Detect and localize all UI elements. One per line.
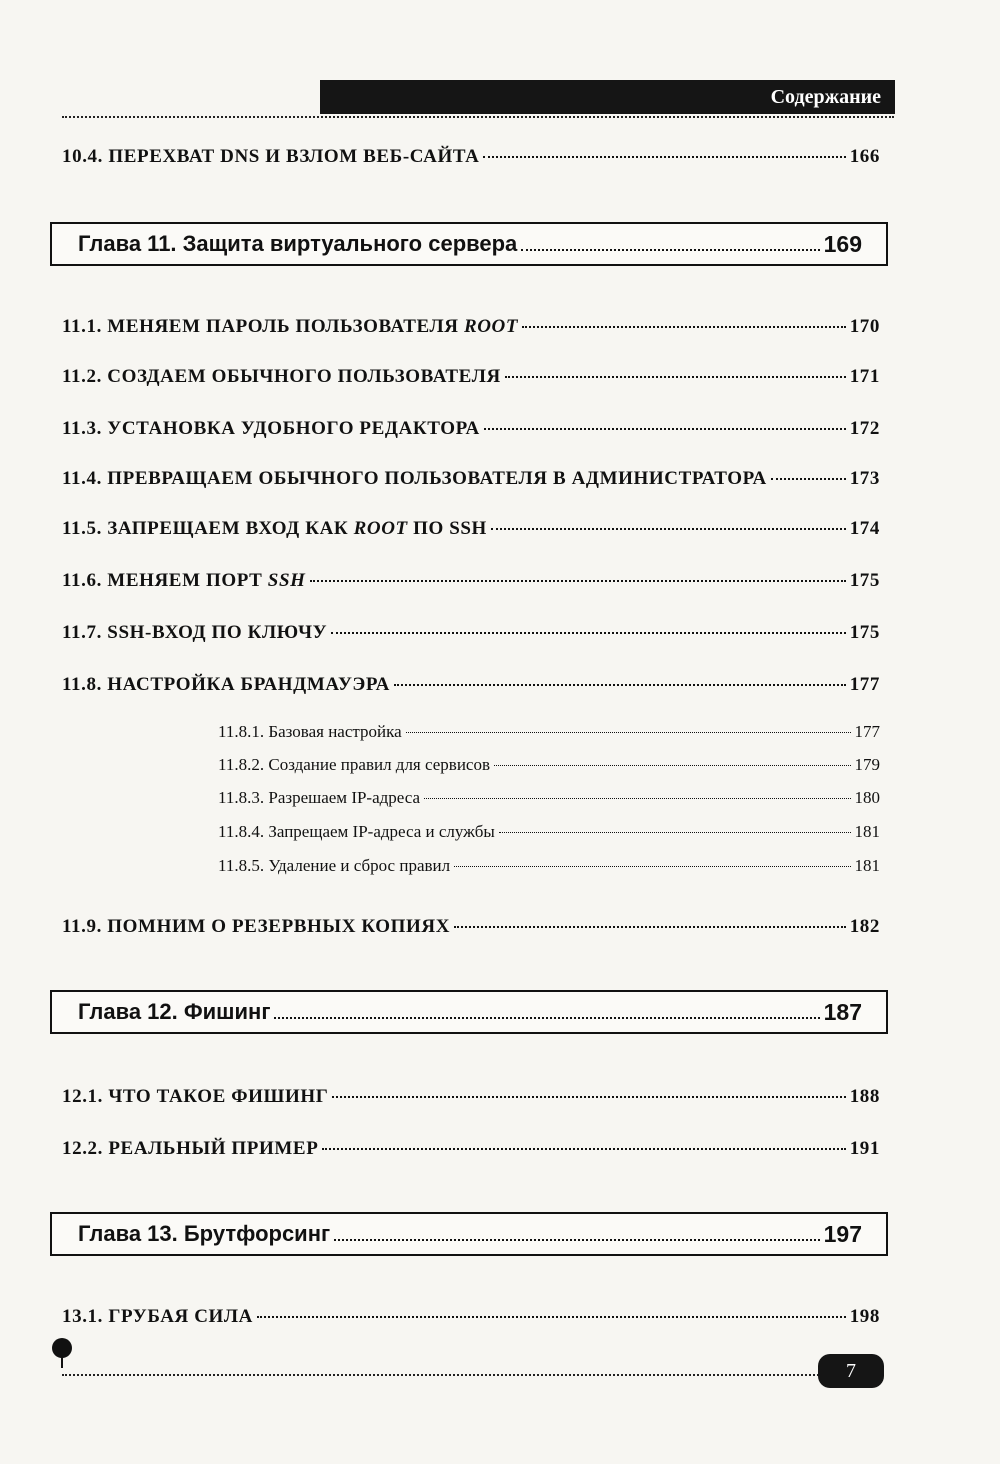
leader-dots [274,1017,819,1019]
toc-entry-11-2[interactable] [62,366,880,388]
toc-entry-label: 13.1. ГРУБАЯ СИЛА [62,1306,253,1327]
toc-entry-label: 11.8. НАСТРОЙКА БРАНДМАУЭРА [62,674,390,695]
leader-dots [484,428,846,430]
toc-entry-page: 170 [849,316,880,337]
leader-dots [454,926,846,928]
leader-dots [331,632,846,634]
toc-entry-11-4[interactable] [62,468,880,490]
toc-entry-11-5[interactable] [62,518,880,540]
toc-entry-11-8-3[interactable] [218,788,880,808]
toc-entry-page: 177 [854,722,880,741]
leader-dots [505,376,846,378]
toc-entry-11-8-1[interactable] [218,722,880,742]
leader-dots [322,1148,845,1150]
leader-dots [454,866,850,867]
toc-entry-11-8-5[interactable] [218,856,880,876]
toc-entry-label: 11.8.1. Базовая настройка [218,722,402,741]
toc-entry-13-1[interactable] [62,1306,880,1328]
toc-entry-page: 191 [849,1138,880,1159]
toc-entry-page: 172 [849,418,880,439]
toc-entry-label: 11.6. МЕНЯЕМ ПОРТ SSH [62,570,306,591]
toc-entry-label: 11.3. УСТАНОВКА УДОБНОГО РЕДАКТОРА [62,418,480,439]
footer-divider [62,1374,822,1376]
leader-dots [494,765,851,766]
toc-entry-label: 11.4. ПРЕВРАЩАЕМ ОБЫЧНОГО ПОЛЬЗОВАТЕЛЯ В АДМИНИСТРАТОРА [62,468,767,489]
toc-entry-label: 11.5. ЗАПРЕЩАЕМ ВХОД КАК ROOT ПО SSH [62,518,487,539]
toc-entry-label: 12.1. ЧТО ТАКОЕ ФИШИНГ [62,1086,329,1107]
running-header [320,80,895,114]
toc-entry-11-1[interactable] [62,316,880,338]
page-number-badge [818,1354,884,1388]
chapter-title: Глава 11. Защита виртуального сервера [78,231,518,256]
leader-dots [521,249,819,251]
toc-entry-11-9[interactable] [62,916,880,938]
toc-entry-page: 188 [849,1086,880,1107]
leader-dots [332,1096,845,1098]
leader-dots [394,684,846,686]
toc-entry-label: 12.2. РЕАЛЬНЫЙ ПРИМЕР [62,1138,319,1159]
toc-entry-page: 198 [849,1306,880,1327]
toc-entry-label: 11.8.4. Запрещаем IP-адреса и службы [218,822,495,841]
chapter-page: 187 [823,998,862,1025]
chapter-page: 197 [823,1220,862,1247]
toc-entry-page: 177 [849,674,880,695]
toc-entry-page: 175 [849,622,880,643]
toc-entry-page: 173 [849,468,880,489]
toc-entry-page: 181 [854,856,880,875]
toc-entry-label: 11.8.2. Создание правил для сервисов [218,755,490,774]
toc-entry-label: 10.4. ПЕРЕХВАТ DNS И ВЗЛОМ ВЕБ-САЙТА [62,146,480,167]
page-number: 7 [846,1359,856,1382]
chapter-12-heading[interactable] [50,990,888,1034]
toc-entry-page: 175 [849,570,880,591]
toc-entry-page: 180 [854,788,880,807]
toc-entry-11-8[interactable] [62,674,880,696]
chapter-title: Глава 13. Брутфорсинг [78,1221,331,1246]
toc-entry-11-3[interactable] [62,418,880,440]
toc-entry-label: 11.9. ПОМНИМ О РЕЗЕРВНЫХ КОПИЯХ [62,916,451,937]
leader-dots [771,478,846,480]
leader-dots [310,580,846,582]
leader-dots [522,326,846,328]
toc-entry-label: 11.1. МЕНЯЕМ ПАРОЛЬ ПОЛЬЗОВАТЕЛЯ ROOT [62,316,519,337]
toc-entry-11-6[interactable] [62,570,880,592]
toc-entry-page: 182 [849,916,880,937]
leader-dots [424,798,850,799]
toc-entry-label: 11.8.5. Удаление и сброс правил [218,856,451,875]
toc-entry-label: 11.8.3. Разрешаем IP-адреса [218,788,421,807]
running-header-title: Содержание [770,85,881,108]
toc-entry-10-4[interactable] [62,146,880,168]
footer-bullet-stem [61,1354,63,1368]
toc-entry-page: 181 [854,822,880,841]
toc-entry-11-8-2[interactable] [218,755,880,775]
leader-dots [406,732,851,733]
chapter-title: Глава 12. Фишинг [78,999,271,1024]
chapter-11-heading[interactable] [50,222,888,266]
leader-dots [499,832,851,833]
toc-entry-page: 171 [849,366,880,387]
chapter-page: 169 [823,230,862,257]
chapter-13-heading[interactable] [50,1212,888,1256]
toc-entry-12-1[interactable] [62,1086,880,1108]
leader-dots [257,1316,846,1318]
toc-entry-label: 11.2. СОЗДАЕМ ОБЫЧНОГО ПОЛЬЗОВАТЕЛЯ [62,366,501,387]
toc-entry-page: 166 [849,146,880,167]
toc-entry-11-8-4[interactable] [218,822,880,842]
header-divider [62,116,894,118]
toc-entry-page: 179 [854,755,880,774]
toc-entry-12-2[interactable] [62,1138,880,1160]
leader-dots [491,528,846,530]
toc-entry-label: 11.7. SSH-ВХОД ПО КЛЮЧУ [62,622,328,643]
toc-entry-11-7[interactable] [62,622,880,644]
leader-dots [483,156,845,158]
toc-entry-page: 174 [849,518,880,539]
leader-dots [334,1239,819,1241]
